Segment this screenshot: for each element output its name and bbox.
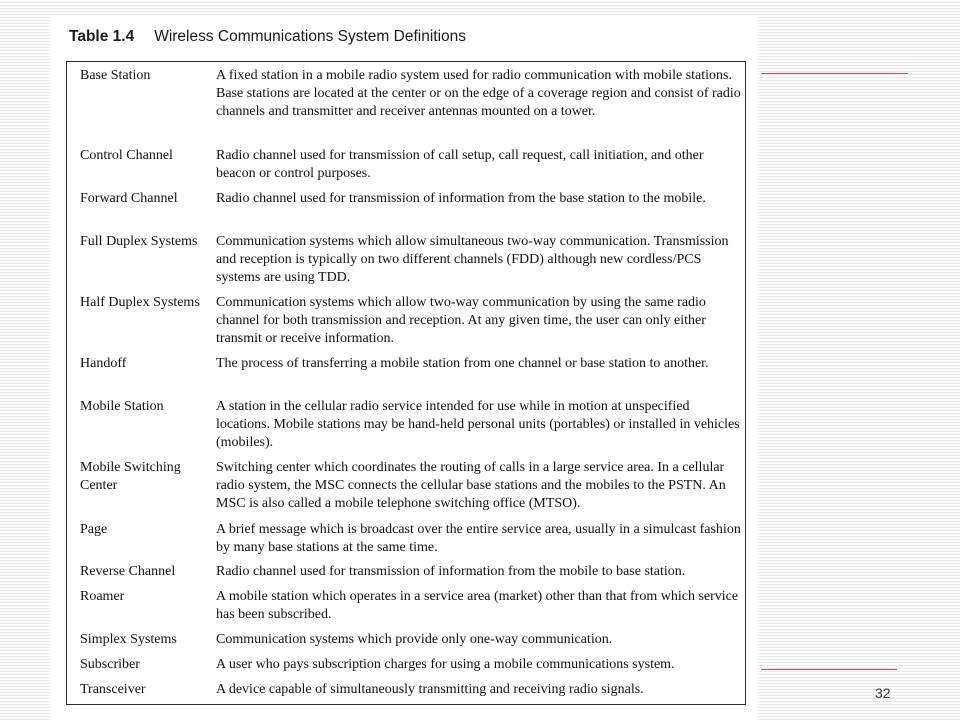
definition-cell: Radio channel used for transmission of information from the mobile to base station. bbox=[216, 564, 686, 579]
definition-cell: Communication systems which allow simultaneous two-way communication. Transmission and reception is typically on two different channels (FDD) although new cordless/PCS systems are using TDD. bbox=[216, 234, 729, 285]
definition-cell: Radio channel used for transmission of information from the base station to the mobile. bbox=[216, 191, 706, 206]
bottom-accent-rule bbox=[761, 669, 897, 670]
definition-cell: The process of transferring a mobile station from one channel or base station to another. bbox=[216, 356, 709, 371]
term-cell: Forward Channel bbox=[80, 191, 178, 206]
term-cell: Reverse Channel bbox=[80, 564, 176, 579]
term-cell: Subscriber bbox=[80, 657, 140, 672]
slide-page-number: 32 bbox=[875, 685, 891, 701]
term-cell: Mobile Station bbox=[80, 399, 164, 414]
definition-cell: A device capable of simultaneously transmitting and receiving radio signals. bbox=[216, 682, 644, 697]
term-cell: Simplex Systems bbox=[80, 632, 177, 647]
definition-cell: A mobile station which operates in a service area (market) other than that from which service has been subscribed. bbox=[216, 589, 739, 622]
term-cell: Page bbox=[80, 522, 108, 537]
definition-cell: Switching center which coordinates the routing of calls in a large service area. In a cellular radio system, the MSC connects the cellular base stations and the mobiles to the PSTN. An MSC is also called a mobile telephone switching office (MTSO). bbox=[216, 460, 726, 511]
top-accent-rule bbox=[761, 73, 908, 74]
table-title-text: Wireless Communications System Definitions bbox=[154, 28, 467, 45]
table-title bbox=[69, 28, 466, 46]
definition-cell: A brief message which is broadcast over the entire service area, usually in a simulcast fashion by many base stations at the same time. bbox=[216, 522, 741, 555]
term-cell: Full Duplex Systems bbox=[80, 234, 198, 249]
term-cell: Base Station bbox=[80, 68, 151, 83]
term-cell: Mobile Switching Center bbox=[80, 460, 181, 493]
definition-cell: A fixed station in a mobile radio system used for radio communication with mobile stations. Base stations are located at the center or on the edge of a coverage region and consist of radio channels and transmitter and receiver antennas mounted on a tower. bbox=[216, 68, 741, 119]
definition-cell: Radio channel used for transmission of call setup, call request, call initiation, and other beacon or control purposes. bbox=[216, 148, 704, 181]
definition-cell: Communication systems which allow two-way communication by using the same radio channel for both transmission and reception. At any given time, the user can only either transmit or receive information. bbox=[216, 295, 706, 346]
scanned-table-image bbox=[50, 17, 758, 720]
definition-cell: A user who pays subscription charges for using a mobile communications system. bbox=[216, 657, 675, 672]
table-number: Table 1.4 bbox=[69, 28, 135, 45]
definitions-table bbox=[66, 61, 746, 705]
term-cell: Control Channel bbox=[80, 148, 173, 163]
term-cell: Half Duplex Systems bbox=[80, 295, 200, 310]
term-cell: Roamer bbox=[80, 589, 125, 604]
definition-cell: A station in the cellular radio service intended for use while in motion at unspecified locations. Mobile stations may be hand-held personal units (portables) or installed in vehicles (mobiles). bbox=[216, 399, 740, 450]
term-cell: Transceiver bbox=[80, 682, 146, 697]
term-cell: Handoff bbox=[80, 356, 127, 371]
definition-cell: Communication systems which provide only one-way communication. bbox=[216, 632, 613, 647]
